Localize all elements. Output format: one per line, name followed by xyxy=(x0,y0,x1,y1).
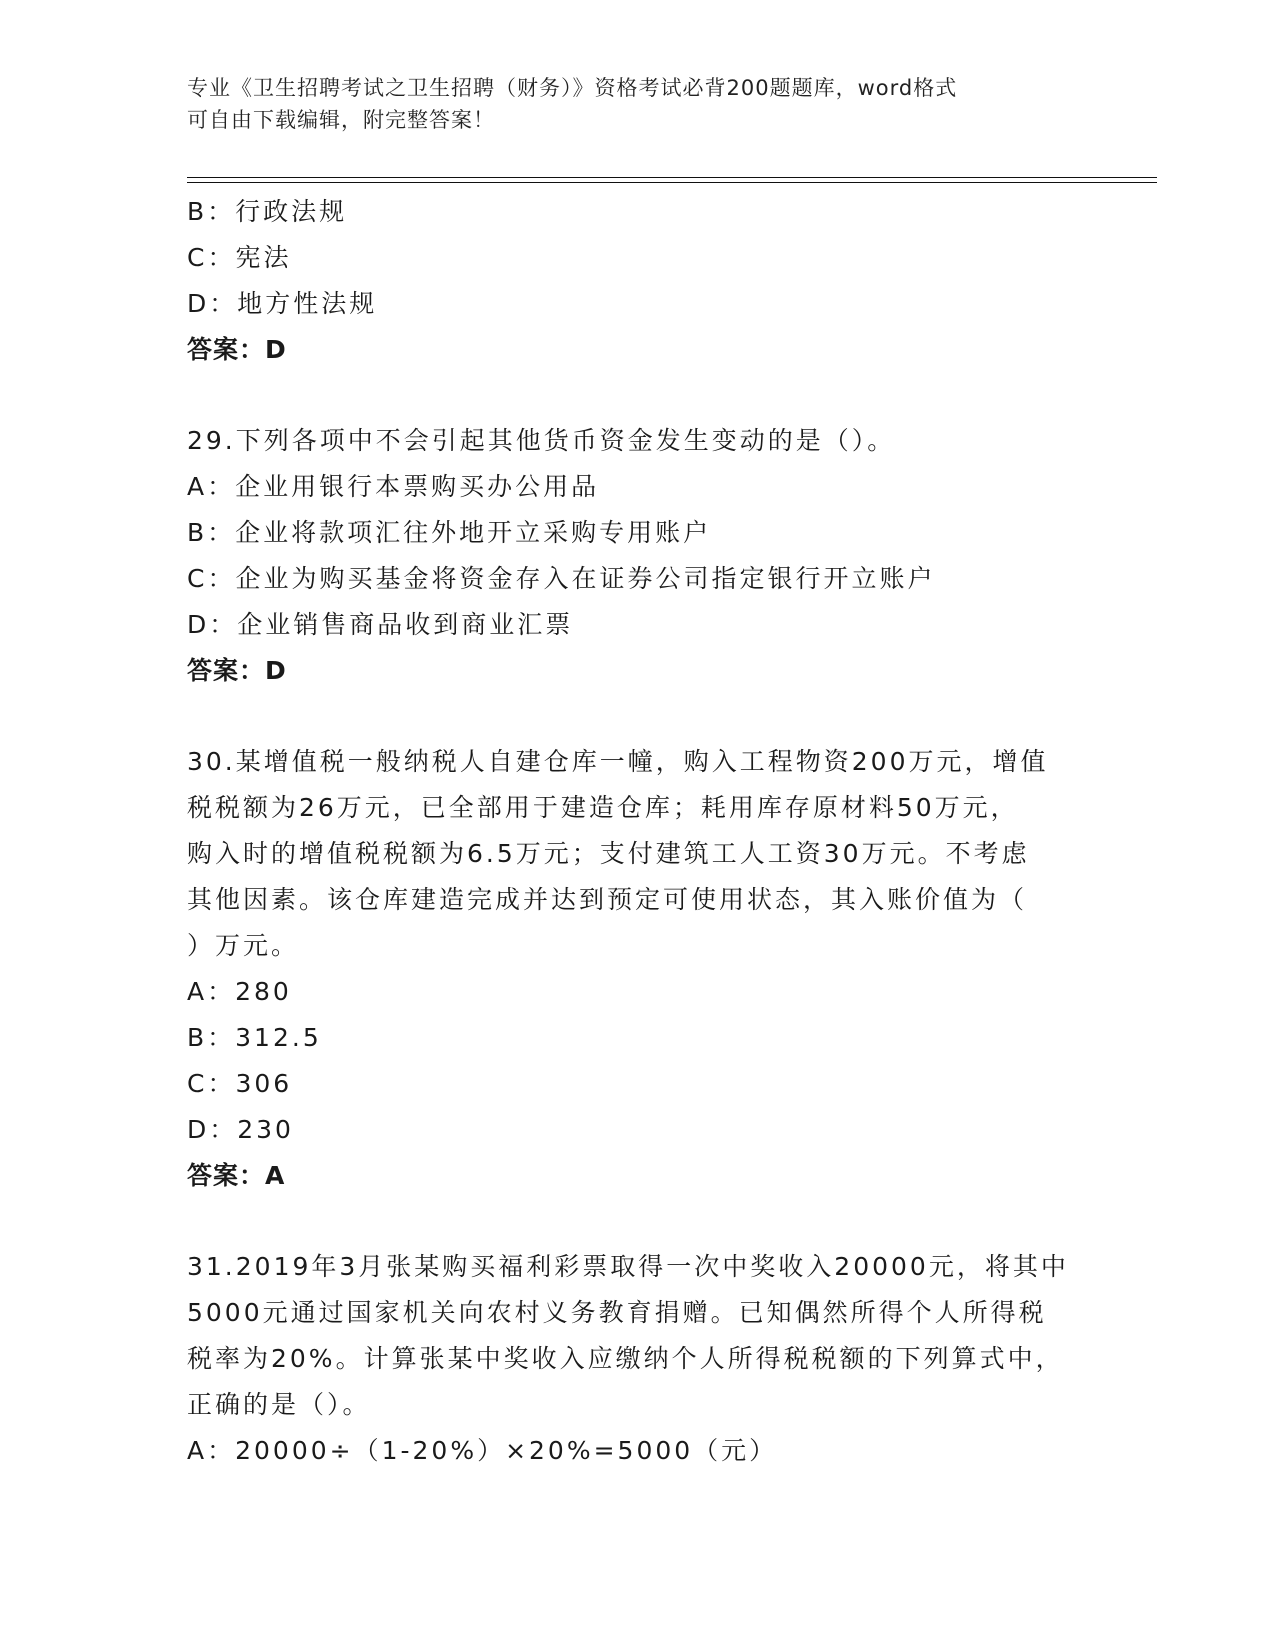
option-d: D：企业销售商品收到商业汇票 xyxy=(187,610,574,639)
option-b: B：312.5 xyxy=(187,1023,322,1052)
option-c: C：306 xyxy=(187,1069,293,1098)
answer: 答案：D xyxy=(187,335,287,364)
question-stem-line-4: 正确的是（）。 xyxy=(187,1390,371,1419)
option-d: D：地方性法规 xyxy=(187,289,378,318)
header-divider-top xyxy=(187,177,1157,178)
option-a: A：企业用银行本票购买办公用品 xyxy=(187,472,600,501)
question-29 xyxy=(187,418,1077,694)
question-list xyxy=(187,189,1077,1474)
question-31 xyxy=(187,1244,1077,1474)
option-a: A：20000÷（1-20%）×20%=5000（元） xyxy=(187,1436,778,1465)
question-30 xyxy=(187,739,1077,1199)
question-stem-line-5: ）万元。 xyxy=(187,931,300,960)
document-header xyxy=(187,72,1067,136)
question-stem: 29.下列各项中不会引起其他货币资金发生变动的是（）。 xyxy=(187,426,896,455)
option-a: A：280 xyxy=(187,977,292,1006)
question-stem-line-2: 税税额为26万元，已全部用于建造仓库；耗用库存原材料50万元， xyxy=(187,793,1019,822)
spacer xyxy=(187,694,1077,739)
option-c: C：宪法 xyxy=(187,243,292,272)
question-28 xyxy=(187,189,1077,373)
question-stem-line-3: 购入时的增值税税额为6.5万元；支付建筑工人工资30万元。不考虑 xyxy=(187,839,1030,868)
question-stem-line-3: 税率为20%。计算张某中奖收入应缴纳个人所得税税额的下列算式中， xyxy=(187,1344,1064,1373)
question-stem-line-2: 5000元通过国家机关向农村义务教育捐赠。已知偶然所得个人所得税 xyxy=(187,1298,1047,1327)
header-line-1: 专业《卫生招聘考试之卫生招聘（财务）》资格考试必背200题题库，word格式 xyxy=(187,76,958,100)
header-line-2: 可自由下载编辑，附完整答案！ xyxy=(187,108,495,132)
spacer xyxy=(187,1199,1077,1244)
option-b: B：企业将款项汇往外地开立采购专用账户 xyxy=(187,518,712,547)
header-divider-bottom xyxy=(187,182,1157,183)
question-stem-line-4: 其他因素。该仓库建造完成并达到预定可使用状态，其入账价值为（ xyxy=(187,885,1028,914)
option-c: C：企业为购买基金将资金存入在证券公司指定银行开立账户 xyxy=(187,564,936,593)
option-d: D：230 xyxy=(187,1115,294,1144)
option-b: B：行政法规 xyxy=(187,197,348,226)
answer: 答案：D xyxy=(187,656,287,685)
question-stem-line-1: 30.某增值税一般纳税人自建仓库一幢，购入工程物资200万元，增值 xyxy=(187,747,1049,776)
question-stem-line-1: 31.2019年3月张某购买福利彩票取得一次中奖收入20000元，将其中 xyxy=(187,1252,1069,1281)
spacer xyxy=(187,373,1077,418)
answer: 答案：A xyxy=(187,1161,286,1190)
